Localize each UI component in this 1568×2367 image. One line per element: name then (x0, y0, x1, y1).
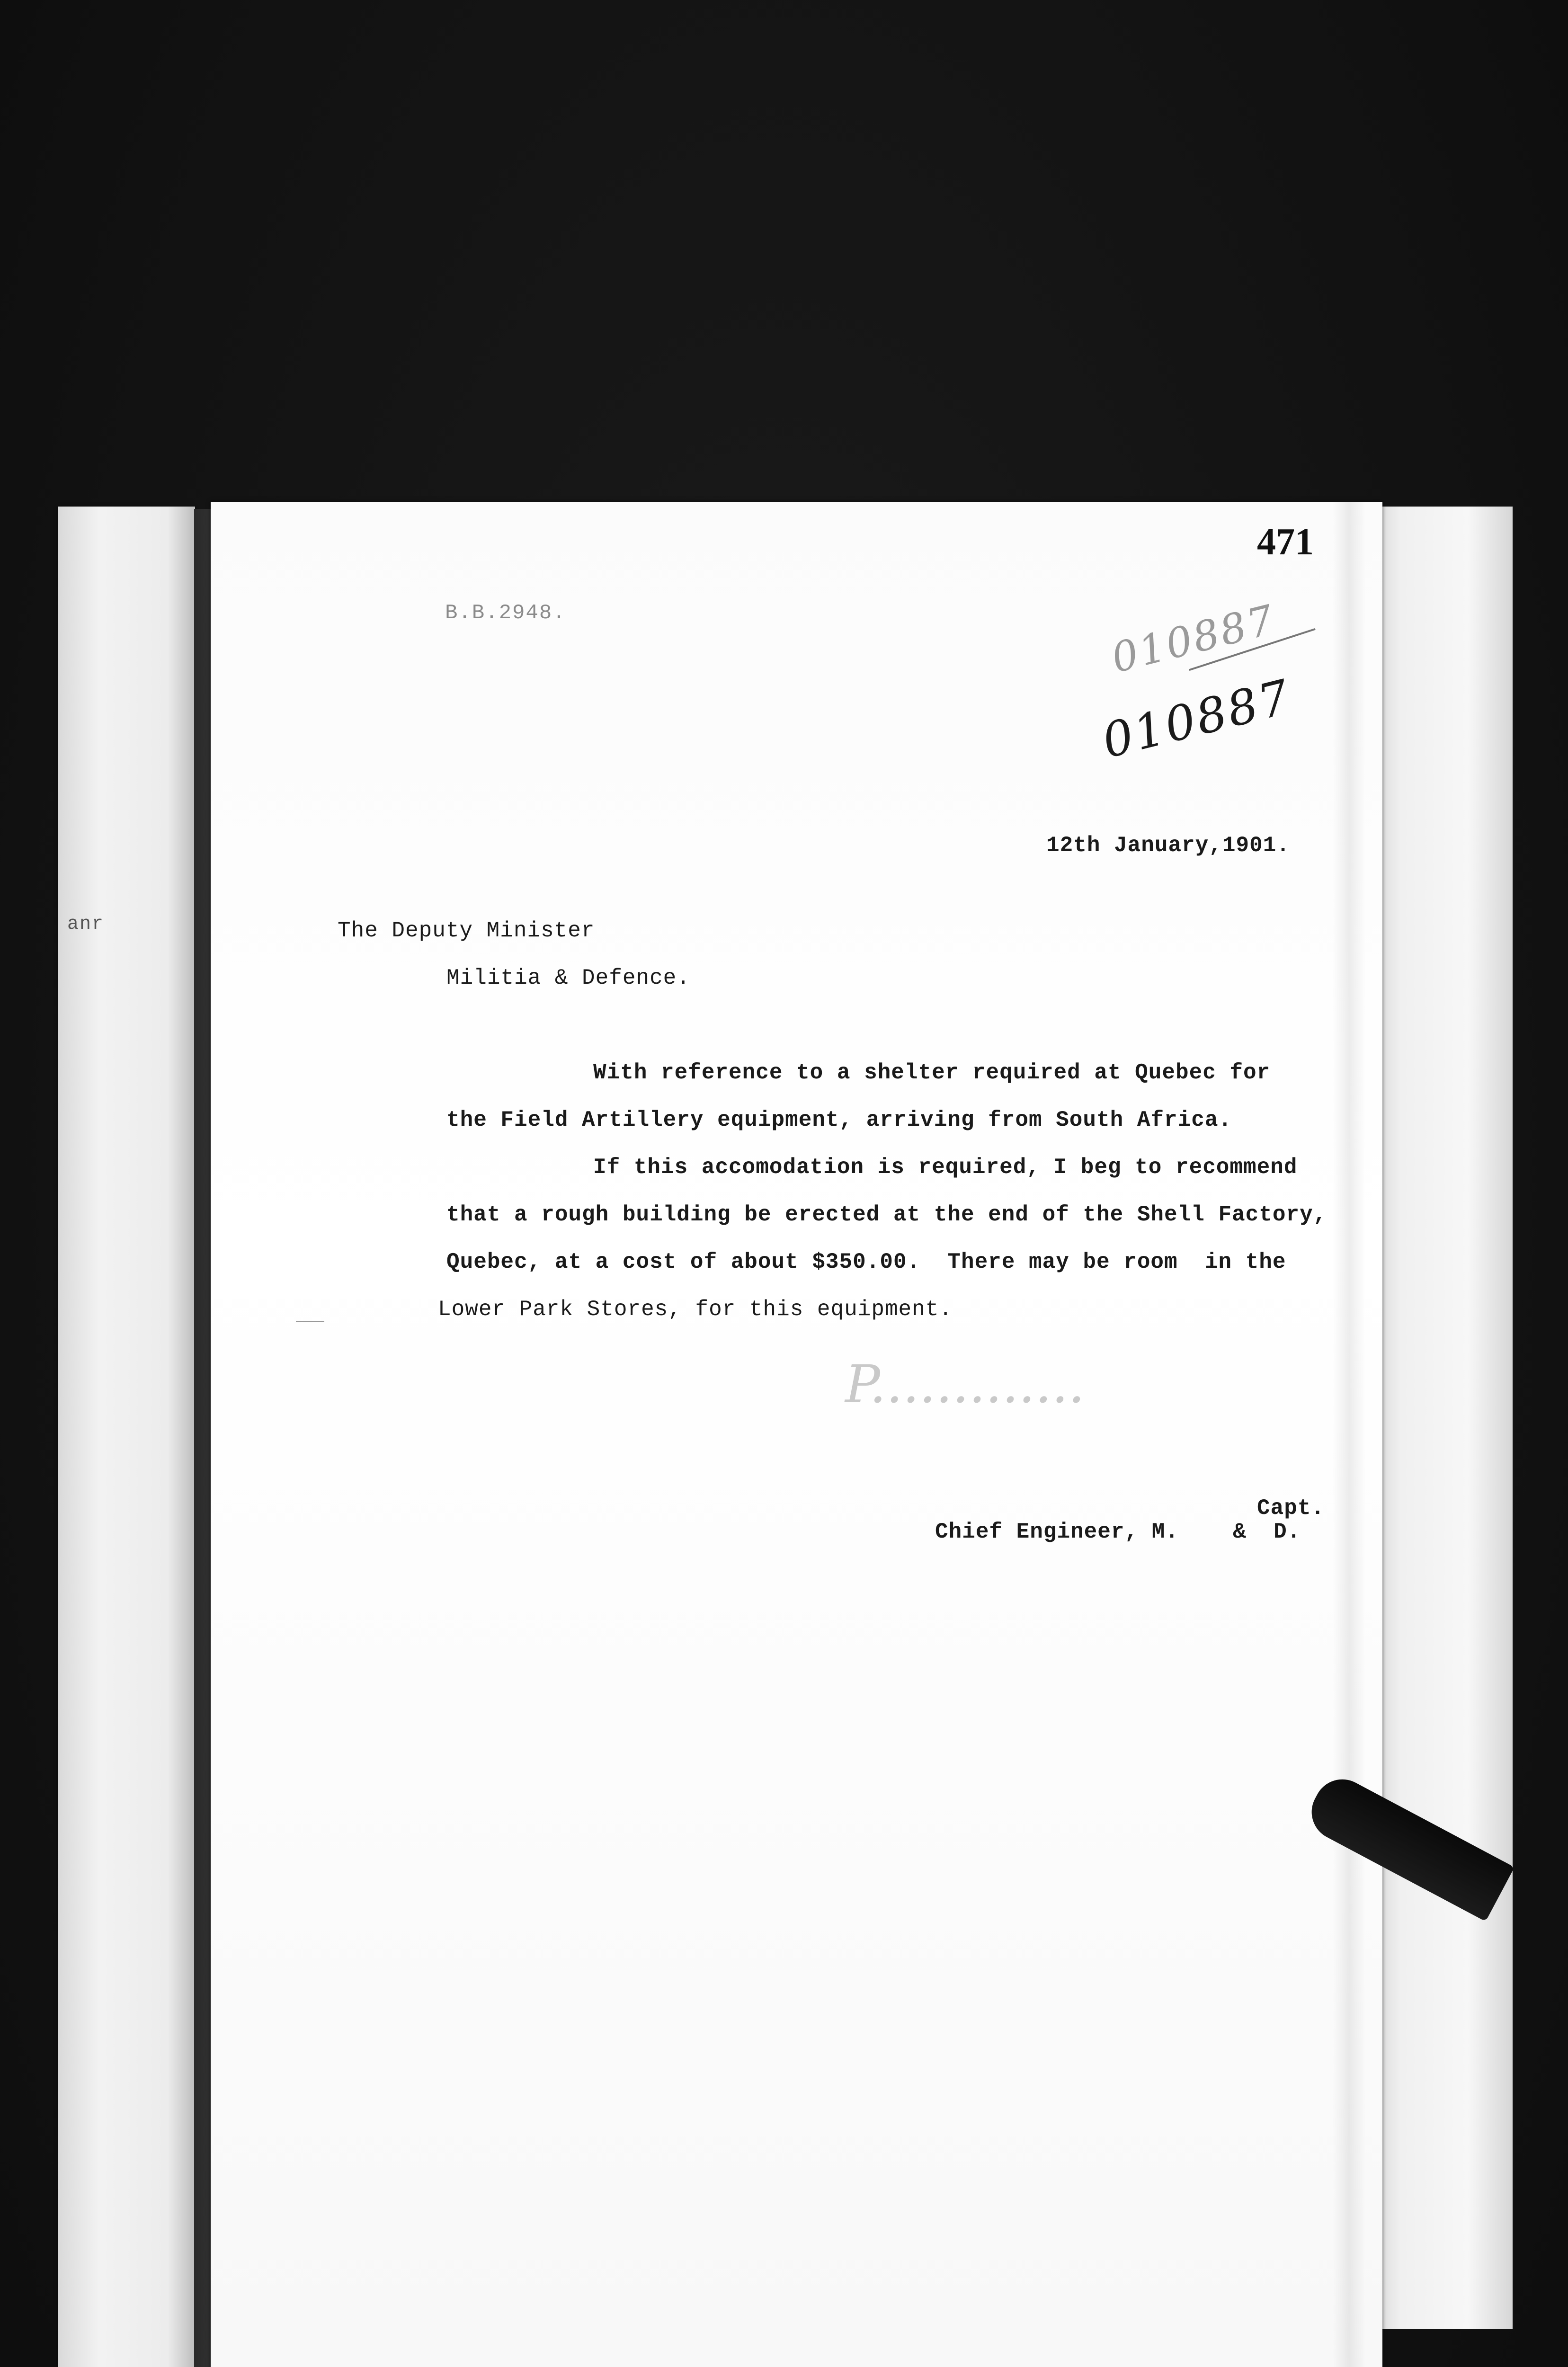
left-strip-mark: anr (67, 914, 105, 935)
body-line-3: If this accomodation is required, I beg to recommend (593, 1155, 1298, 1180)
addressee-line-2: Militia & Defence. (446, 966, 690, 990)
body-line-5: Quebec, at a cost of about $350.00. There may be room in the (446, 1250, 1286, 1274)
reference-number: B.B.2948. (445, 601, 566, 625)
margin-tick-mark (296, 1321, 324, 1322)
body-line-1: With reference to a shelter required at Quebec for (593, 1060, 1271, 1085)
letter-page (211, 502, 1382, 2367)
body-line-2: the Field Artillery equipment, arriving from South Africa. (446, 1108, 1232, 1132)
page-number: 471 (1257, 521, 1314, 563)
handwritten-number-faint: 010887 (1107, 596, 1281, 683)
signature-rank: Capt. (1257, 1496, 1325, 1521)
addressee-line-1: The Deputy Minister (338, 918, 595, 943)
left-adjacent-page (58, 507, 195, 2367)
faint-signature: P............. (845, 1354, 1085, 1415)
right-adjacent-page (1363, 507, 1513, 2329)
body-line-4: that a rough building be erected at the end of the Shell Factory, (446, 1202, 1327, 1227)
body-line-6: Lower Park Stores, for this equipment. (438, 1297, 953, 1322)
signature-title: Chief Engineer, M. & D. (935, 1520, 1301, 1544)
letter-date: 12th January,1901. (1046, 833, 1290, 858)
handwritten-number: 010887 (1096, 668, 1297, 769)
page-fold (1333, 502, 1366, 2367)
